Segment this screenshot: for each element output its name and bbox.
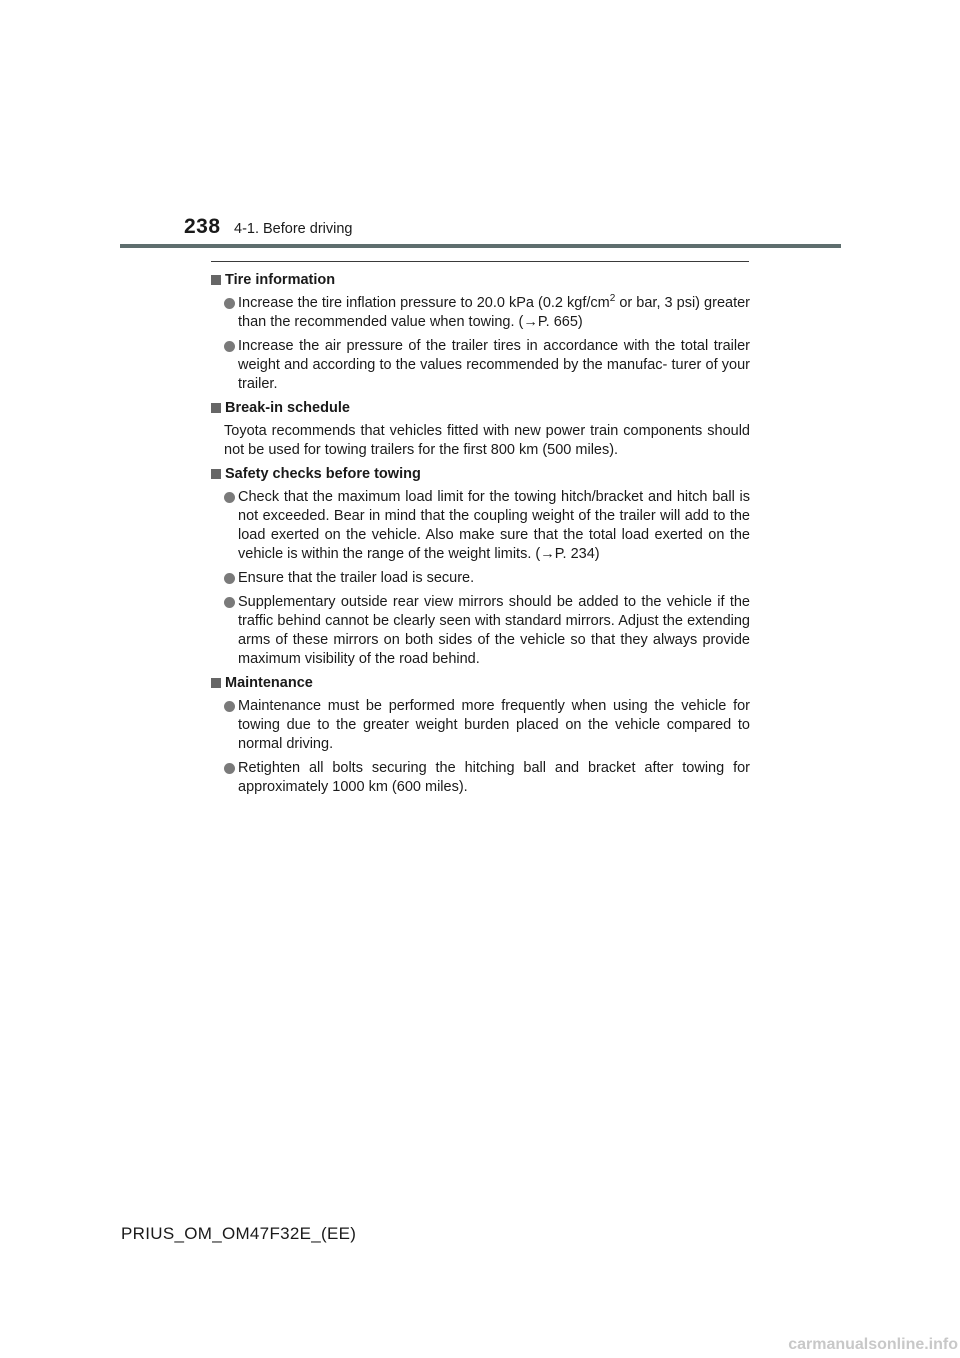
- square-bullet-icon: [211, 678, 221, 688]
- bullet-text: Check that the maximum load limit for the towing hitch/bracket and hitch ball is not exceeded. Bear in mind that the coupling weight of the trailer will add to the load exerted on the vehicle. Also make sure that the total load exerted on the vehicle is within the range of the weight limits. (→P. 234): [238, 489, 750, 562]
- list-item: [211, 697, 750, 754]
- list-item: [211, 488, 750, 564]
- list-item: [211, 337, 750, 394]
- circle-bullet-icon: [224, 701, 235, 712]
- list-item: [211, 593, 750, 669]
- square-bullet-icon: [211, 275, 221, 285]
- heading-break-in-schedule: [211, 399, 750, 418]
- content-divider: [211, 261, 749, 262]
- heading-maintenance: [211, 674, 750, 693]
- page-content: [211, 266, 750, 802]
- list-item: [211, 569, 750, 588]
- heading-tire-information: [211, 271, 750, 290]
- bullet-text: Retighten all bolts securing the hitching ball and bracket after towing for approximately 1000 km (600 miles).: [238, 760, 750, 795]
- bullet-text-cont: or bar, 3 psi) greater than the recommended value when towing. (→P. 665): [238, 295, 750, 330]
- circle-bullet-icon: [224, 763, 235, 774]
- circle-bullet-icon: [224, 573, 235, 584]
- bullet-text: Maintenance must be performed more frequently when using the vehicle for towing due to the greater weight burden placed on the vehicle compared to normal driving.: [238, 698, 750, 752]
- circle-bullet-icon: [224, 298, 235, 309]
- heading-text: Break-in schedule: [225, 400, 350, 416]
- square-bullet-icon: [211, 469, 221, 479]
- circle-bullet-icon: [224, 341, 235, 352]
- list-item: [211, 759, 750, 797]
- bullet-text: Supplementary outside rear view mirrors should be added to the vehicle if the traffic behind cannot be clearly seen with standard mirrors. Adjust the extending arms of these mirrors on both sides of the vehicle so that they always provide maximum visibility of the road behind.: [238, 594, 750, 667]
- heading-text: Maintenance: [225, 675, 313, 691]
- circle-bullet-icon: [224, 597, 235, 608]
- paragraph: Toyota recommends that vehicles fitted with new power train components should not be used for towing trailers for the first 800 km (500 miles).: [224, 423, 750, 458]
- heading-text: Safety checks before towing: [225, 466, 421, 482]
- bullet-text: Increase the air pressure of the trailer tires in accordance with the total trailer weight and according to the values recommended by the manufac- turer of your trailer.: [238, 338, 750, 392]
- heading-safety-checks: [211, 465, 750, 484]
- list-item: [211, 294, 750, 332]
- bullet-text: Increase the tire inflation pressure to 20.0 kPa (0.2 kgf/cm: [238, 295, 610, 311]
- superscript: 2: [609, 293, 616, 305]
- page-number: 238: [184, 215, 221, 238]
- header-divider: [120, 244, 841, 248]
- square-bullet-icon: [211, 403, 221, 413]
- heading-text: Tire information: [225, 272, 336, 288]
- section-title: 4-1. Before driving: [234, 221, 353, 237]
- document-code: PRIUS_OM_OM47F32E_(EE): [121, 1224, 357, 1243]
- circle-bullet-icon: [224, 492, 235, 503]
- watermark: carmanualsonline.info: [788, 1336, 958, 1353]
- bullet-text: Ensure that the trailer load is secure.: [238, 570, 475, 586]
